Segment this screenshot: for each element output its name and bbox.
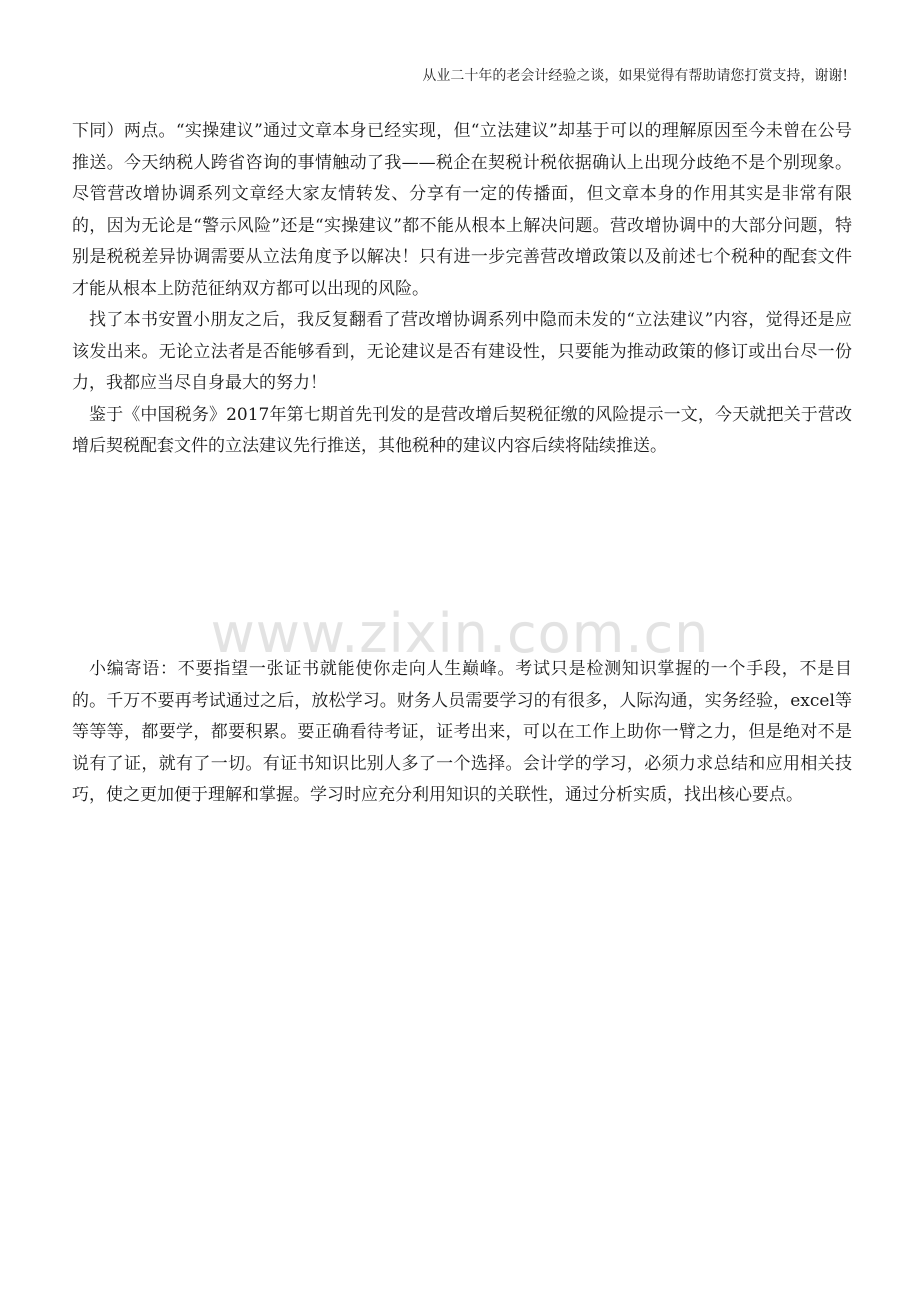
editor-note-section	[72, 654, 852, 812]
watermark: www.zixin.com.cn	[210, 602, 710, 665]
article-paragraph: 找了本书安置小朋友之后，我反复翻看了营改增协调系列中隐而未发的“立法建议”内容，觉得还是应该发出来。无论立法者是否能够看到，无论建议是否有建设性，只要能为推动政策的修订或出台尽一份力，我都应当尽自身最大的努力！	[72, 310, 852, 393]
header-note: 从业二十年的老会计经验之谈，如果觉得有帮助请您打赏支持，谢谢!	[422, 68, 848, 84]
article-paragraph: 下同）两点。“实操建议”通过文章本身已经实现，但“立法建议”却基于可以的理解原因至今未曾在公号推送。今天纳税人跨省咨询的事情触动了我——税企在契税计税依据确认上出现分歧绝不是个别现象。尽管营改增协调系列文章经大家友情转发、分享有一定的传播面，但文章本身的作用其实是非常有限的，因为无论是“警示风险”还是“实操建议”都不能从根本上解决问题。营改增协调中的大部分问题，特别是税税差异协调需要从立法角度予以解决！只有进一步完善营改增政策以及前述七个税种的配套文件才能从根本上防范征纳双方都可以出现的风险。	[72, 121, 852, 299]
editor-note-paragraph: 小编寄语：不要指望一张证书就能使你走向人生巅峰。考试只是检测知识掌握的一个手段，不是目的。千万不要再考试通过之后，放松学习。财务人员需要学习的有很多，人际沟通，实务经验，excel等等等等，都要学，都要积累。要正确看待考证，证考出来，可以在工作上助你一臂之力，但是绝对不是说有了证，就有了一切。有证书知识比别人多了一个选择。会计学的学习，必须力求总结和应用相关技巧，使之更加便于理解和掌握。学习时应充分利用知识的关联性，通过分析实质，找出核心要点。	[72, 659, 852, 805]
article-body	[72, 116, 852, 463]
article-paragraph: 鉴于《中国税务》2017年第七期首先刊发的是营改增后契税征缴的风险提示一文，今天就把关于营改增后契税配套文件的立法建议先行推送，其他税种的建议内容后续将陆续推送。	[72, 404, 852, 456]
